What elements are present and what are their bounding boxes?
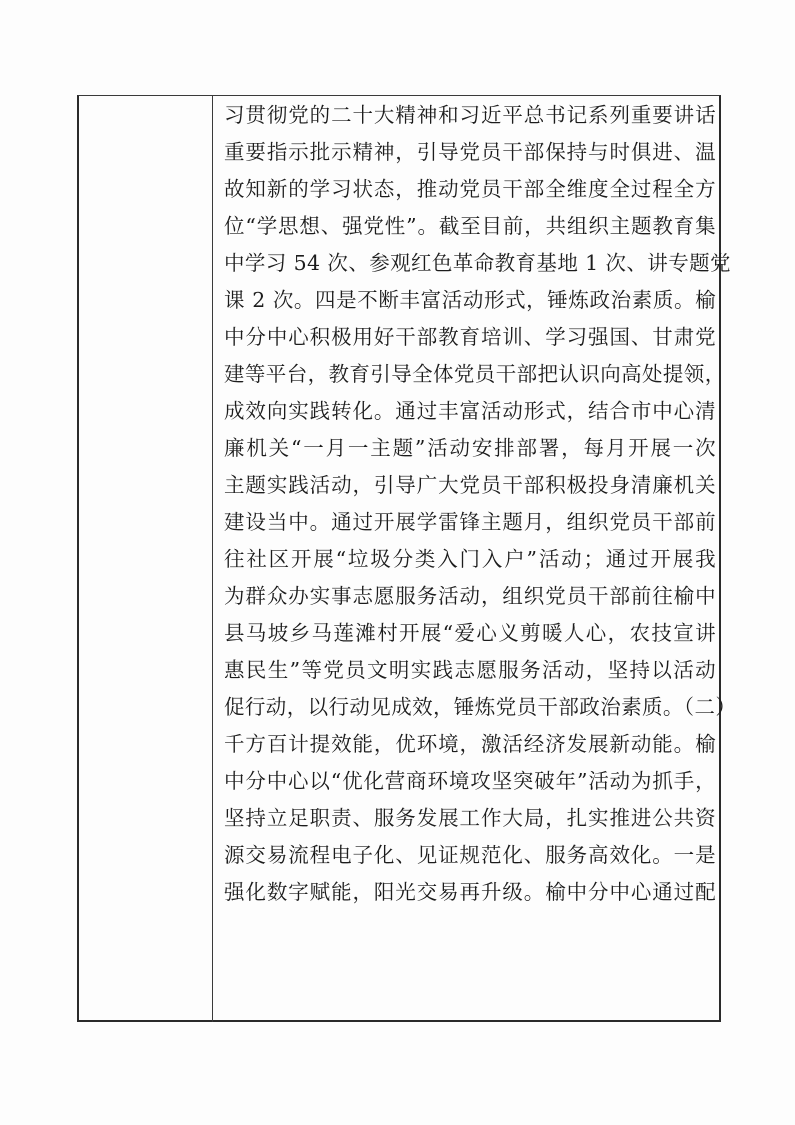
text-line: 促行动，以行动见成效，锤炼党员干部政治素质。（二） — [224, 695, 737, 719]
text-line: 中分中心积极用好干部教育培训、学习强国、甘肃党 — [224, 325, 716, 349]
text-line: 县马坡乡马莲滩村开展“爱心义剪暖人心，农技宣讲 — [224, 621, 716, 645]
text-line: 建等平台，教育引导全体党员干部把认识向高处提领， — [224, 362, 726, 386]
text-line: 为群众办实事志愿服务活动，组织党员干部前往榆中 — [224, 584, 716, 608]
text-line: 惠民生”等党员文明实践志愿服务活动，坚持以活动 — [224, 658, 716, 682]
column-divider — [212, 95, 213, 1022]
text-line: 中学习 54 次、参观红色革命教育基地 1 次、讲专题党 — [224, 251, 731, 275]
text-line: 主题实践活动，引导广大党员干部积极投身清廉机关 — [224, 473, 716, 497]
text-line: 中分中心以“优化营商环境攻坚突破年”活动为抓手， — [224, 769, 716, 793]
text-line: 课 2 次。四是不断丰富活动形式，锤炼政治素质。榆 — [224, 288, 716, 312]
text-line: 成效向实践转化。通过丰富活动形式，结合市中心清 — [224, 399, 716, 423]
text-line: 往社区开展“垃圾分类入门入户”活动；通过开展我 — [224, 547, 716, 571]
text-line: 强化数字赋能，阳光交易再升级。榆中分中心通过配 — [224, 880, 716, 904]
text-line: 坚持立足职责、服务发展工作大局，扎实推进公共资 — [224, 806, 716, 830]
text-line: 廉机关“一月一主题”活动安排部署，每月开展一次 — [224, 436, 716, 460]
text-line: 位“学思想、强党性”。截至目前，共组织主题教育集 — [224, 214, 716, 238]
text-line: 千方百计提效能，优环境，激活经济发展新动能。榆 — [224, 732, 716, 756]
text-line: 源交易流程电子化、见证规范化、服务高效化。一是 — [224, 843, 716, 867]
text-line: 故知新的学习状态，推动党员干部全维度全过程全方 — [224, 177, 716, 201]
text-line: 习贯彻党的二十大精神和习近平总书记系列重要讲话 — [224, 103, 716, 127]
text-line: 建设当中。通过开展学雷锋主题月，组织党员干部前 — [224, 510, 716, 534]
text-line: 重要指示批示精神，引导党员干部保持与时俱进、温 — [224, 140, 716, 164]
table-content-cell — [224, 97, 737, 911]
